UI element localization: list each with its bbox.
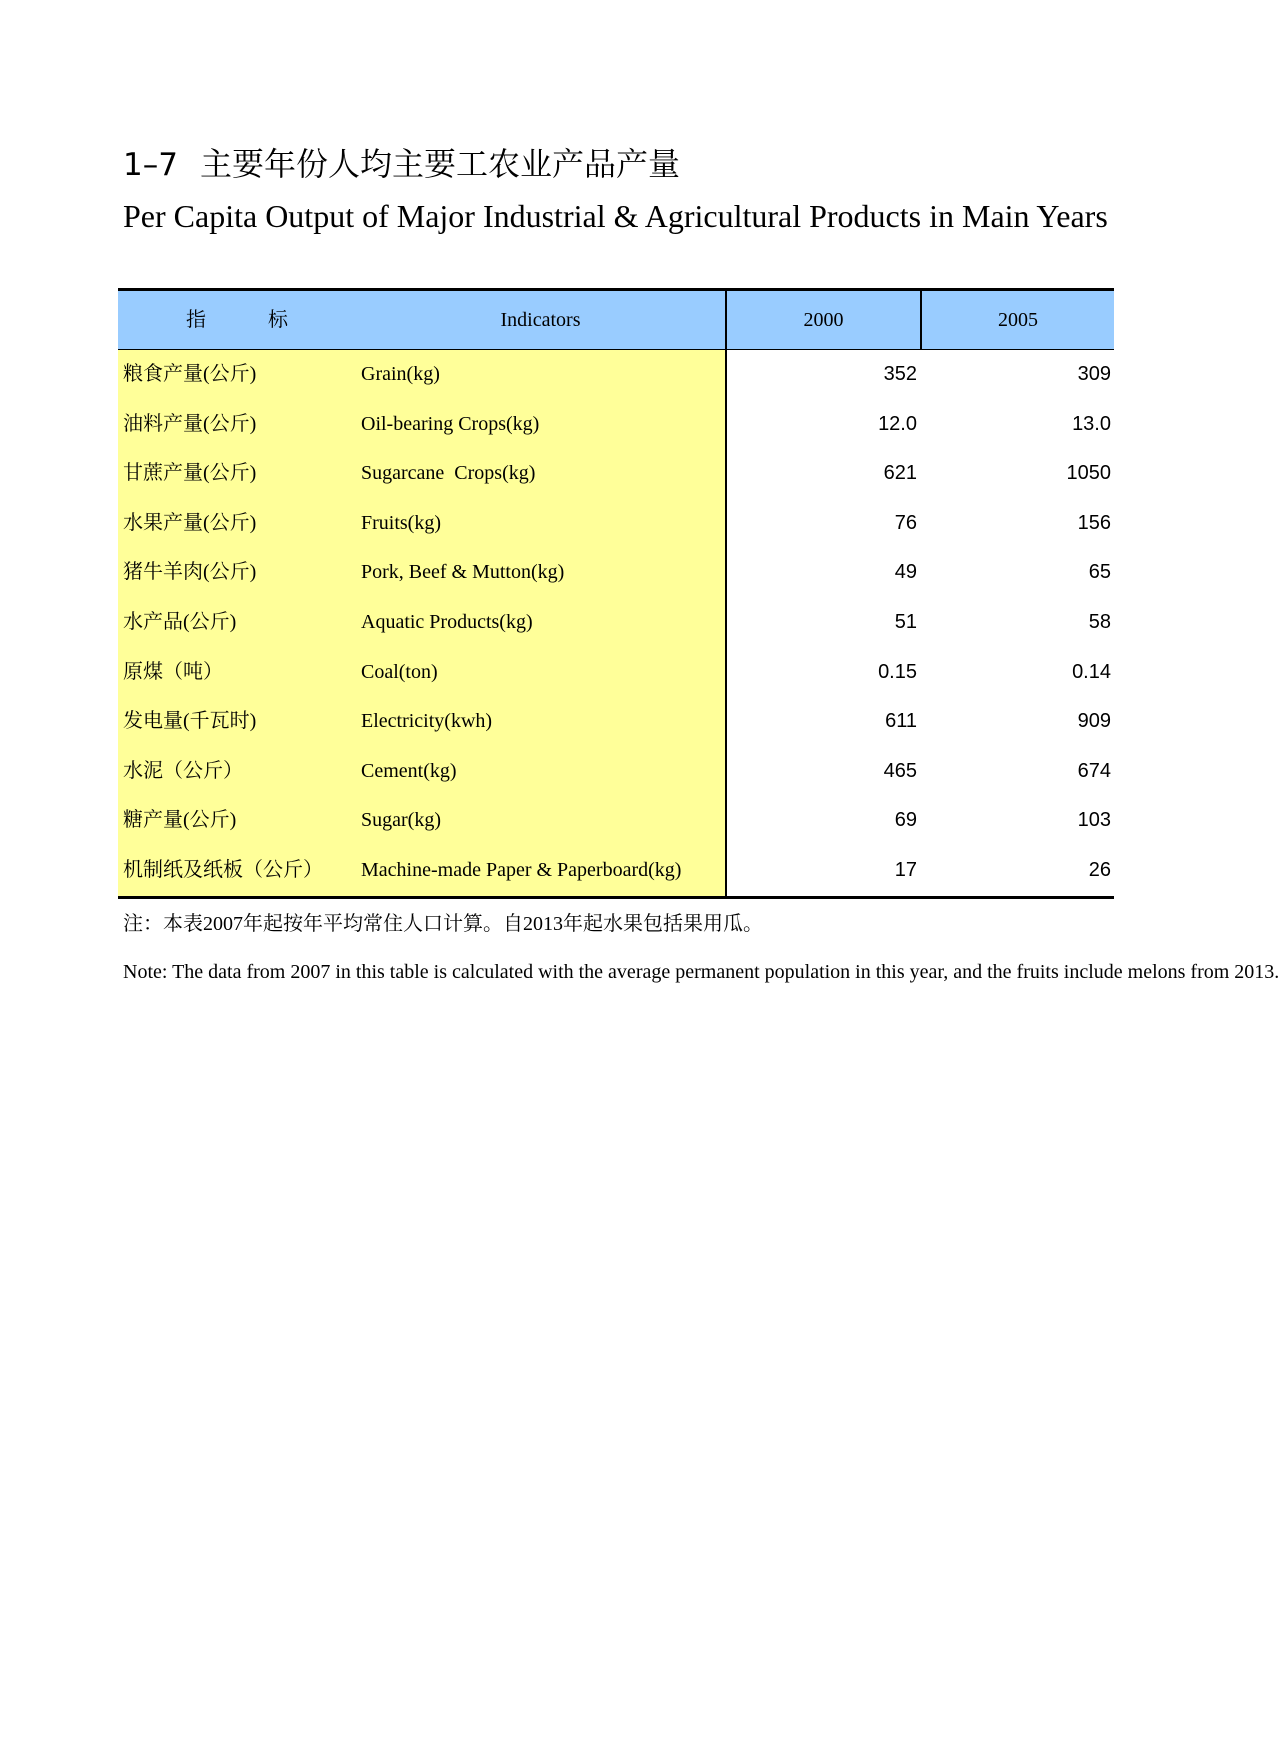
table-row <box>118 697 1114 747</box>
row-label-chinese: 猪牛羊肉(公斤) <box>123 561 257 584</box>
note-english: Note: The data from 2007 in this table is calculated with the average permanent population in this year, and the fruits include melons from 2013. <box>123 961 1279 983</box>
title-chinese <box>123 144 680 185</box>
row-label-chinese: 原煤（吨） <box>123 660 223 683</box>
row-label-english: Sugarcane Crops(kg) <box>361 462 536 485</box>
row-label-chinese: 糖产量(公斤) <box>123 809 237 832</box>
value-2005: 26 <box>1088 859 1111 881</box>
value-2000: 12.0 <box>878 412 917 435</box>
value-2005: 58 <box>1088 611 1111 633</box>
table-header-row <box>118 291 1114 350</box>
value-2000: 621 <box>883 462 917 485</box>
value-2005: 0.14 <box>1072 660 1111 683</box>
value-2000: 17 <box>894 859 917 881</box>
row-label-english: Fruits(kg) <box>361 511 441 534</box>
row-label-english: Machine-made Paper & Paperboard(kg) <box>361 859 682 881</box>
title-english: Per Capita Output of Major Industrial & Agricultural Products in Main Years <box>123 198 1108 234</box>
header-cn-char-2: 标 <box>268 309 288 331</box>
header-indicator-english: Indicators <box>500 309 581 331</box>
row-label-chinese: 水泥（公斤） <box>123 759 243 782</box>
note-chinese: 注：本表2007年起按年平均常住人口计算。自2013年起水果包括果用瓜。 <box>123 913 763 935</box>
table-row <box>118 598 1114 648</box>
header-year-2000: 2000 <box>803 309 844 331</box>
value-2005: 1050 <box>1066 462 1111 485</box>
table-row <box>118 350 1114 400</box>
value-2000: 465 <box>883 759 917 782</box>
row-label-chinese: 粮食产量(公斤) <box>123 363 257 385</box>
row-label-chinese: 水产品(公斤) <box>123 611 237 633</box>
row-label-english: Cement(kg) <box>361 759 457 782</box>
row-label-english: Coal(ton) <box>361 660 438 683</box>
row-label-english: Aquatic Products(kg) <box>361 611 533 633</box>
value-2000: 352 <box>883 363 917 385</box>
value-2005: 156 <box>1077 511 1111 534</box>
row-label-english: Sugar(kg) <box>361 809 441 832</box>
row-label-chinese: 发电量(千瓦时) <box>123 710 257 733</box>
table-bottom-border <box>118 896 1114 899</box>
table-row <box>118 796 1114 846</box>
value-2005: 674 <box>1077 759 1111 782</box>
header-indicator-chinese <box>118 291 356 349</box>
row-label-chinese: 水果产量(公斤) <box>123 511 257 534</box>
row-label-chinese: 机制纸及纸板（公斤） <box>123 859 323 881</box>
table-row <box>118 648 1114 698</box>
header-year-2005: 2005 <box>998 309 1038 331</box>
row-label-english: Grain(kg) <box>361 363 440 385</box>
table-row <box>118 747 1114 797</box>
table-number: 1–7 <box>123 147 178 183</box>
table-row <box>118 548 1114 598</box>
value-2005: 909 <box>1077 710 1111 733</box>
row-label-english: Pork, Beef & Mutton(kg) <box>361 561 565 584</box>
table-row <box>118 449 1114 499</box>
row-label-english: Oil-bearing Crops(kg) <box>361 412 540 435</box>
value-2000: 611 <box>885 710 917 733</box>
title-chinese-text: 主要年份人均主要工农业产品产量 <box>199 146 680 182</box>
row-label-english: Electricity(kwh) <box>361 710 493 733</box>
value-2000: 76 <box>894 511 917 534</box>
value-2000: 69 <box>894 809 917 832</box>
value-2005: 13.0 <box>1072 412 1111 435</box>
value-2005: 309 <box>1077 363 1111 385</box>
header-cn-char-1: 指 <box>186 309 206 331</box>
column-divider-years <box>920 291 922 350</box>
row-label-chinese: 甘蔗产量(公斤) <box>123 462 257 485</box>
value-2000: 0.15 <box>878 660 917 683</box>
value-2000: 49 <box>894 561 917 584</box>
table-row <box>118 499 1114 549</box>
row-label-chinese: 油料产量(公斤) <box>123 412 257 435</box>
value-2000: 51 <box>894 611 917 633</box>
table-row <box>118 400 1114 450</box>
table-row <box>118 846 1114 896</box>
print-area <box>118 0 1279 1754</box>
value-2005: 103 <box>1077 809 1111 832</box>
value-2005: 65 <box>1088 561 1111 584</box>
